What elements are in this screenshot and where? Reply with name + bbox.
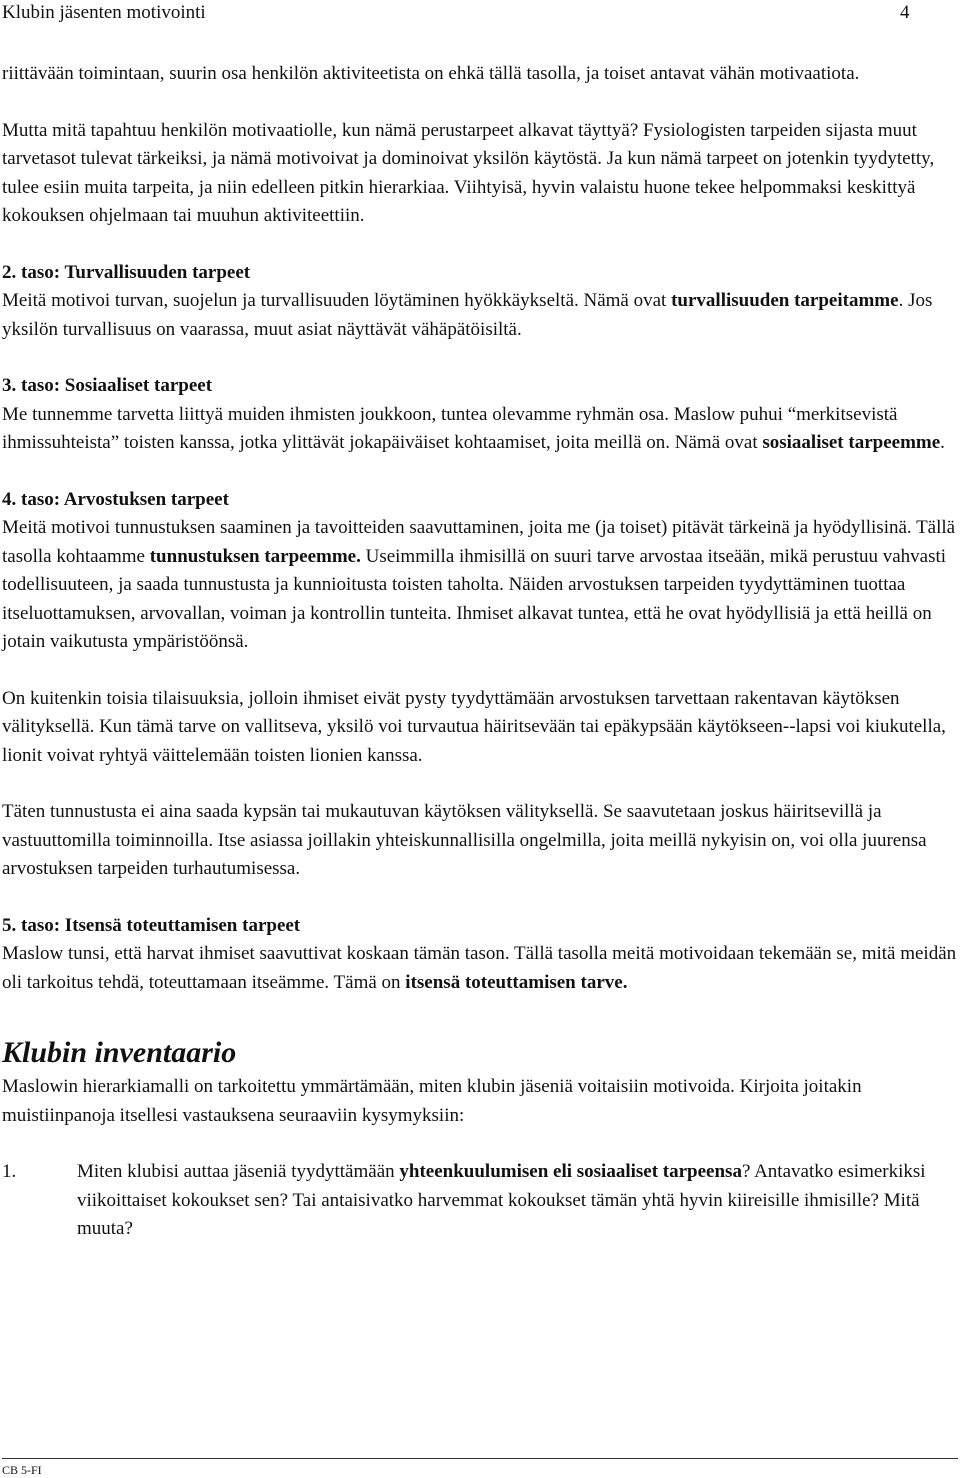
recognition-paragraph (2, 798, 957, 884)
question-text-1: Mutta mitä tapahtuu henkilön motivaatiolle, kun nämä perustarpeet alkavat täyttyä? Fysiologisten tarpeiden sijasta muut tarvetasot tulevat tärkeiksi, ja nämä motivoivat ja dominoivat yksilön käytöstä. (2, 119, 917, 169)
inventory-section (2, 1033, 957, 1244)
level4-text (2, 514, 957, 657)
level2-bold: turvallisuuden tarpeitamme (671, 290, 899, 311)
level3-bold: sosiaaliset tarpeemme (762, 432, 941, 453)
footer-code: CB 5-FI (2, 1463, 42, 1477)
item1-text-2: ? Antavatko esimerkiksi viikoittaiset kokoukset sen? Tai antaisivatko harvemmat kokoukset tämän yhtä hyvin kiireisille ihmisille? Mitä muuta? (77, 1161, 926, 1239)
question-text-2: Ja kun nämä tarpeet on jotenkin tyydytetty, tulee esiin muita tarpeita, ja niin edelleen pitkin hierarkiaa. (2, 148, 935, 198)
level5-heading: 5. taso: Itsensä toteuttamisen tarpeet (2, 914, 301, 936)
intro-paragraph (2, 60, 957, 89)
question-text-3: Viihtyisä, hyvin valaistu huone tekee helpommaksi keskittyä kokouksen ohjelmaan tai muuhun aktiviteettiin. (2, 176, 916, 226)
question-list (2, 1158, 957, 1244)
level2-text (2, 287, 957, 344)
intro-text: riittävään toimintaan, suurin osa henkilön aktiviteetista on ehkä tällä tasolla, ja toiset antavat vähän motivaatiota. (2, 63, 860, 84)
level3-text-2: . (940, 432, 945, 453)
inventory-heading: Klubin inventaario (2, 1036, 237, 1069)
inventory-intro: Maslowin hierarkiamalli on tarkoitettu ymmärtämään, miten klubin jäseniä voitaisiin motivoida. Kirjoita joitakin muistiinpanoja itsellesi vastauksena seuraaviin kysymyksiin: (2, 1076, 862, 1126)
level4-text-2: Useimmilla ihmisillä on suuri tarve arvostaa itseään, mikä perustuu vahvasti todellisuuteen, ja saada tunnustusta ja kunnioitusta toisten taholta. Näiden arvostuksen tarpeiden tyydyttäminen tuottaa itseluottamuksen, arvovallan, voiman ja kontrollin tunteita. Ihmiset alkavat tuntea, että he ovat hyödyllisiä ja että heillä on jotain vaikutusta ympäristöönsä. (2, 545, 947, 652)
page-content (2, 60, 957, 1244)
level2-heading: 2. taso: Turvallisuuden tarpeet (2, 261, 251, 283)
header-title: Klubin jäsenten motivointi (2, 2, 206, 23)
item1-bold: yhteenkuulumisen eli sosiaaliset tarpeensa (399, 1161, 742, 1182)
level4-heading: 4. taso: Arvostuksen tarpeet (2, 488, 229, 510)
footer-divider (2, 1458, 958, 1459)
level4-section (2, 486, 957, 657)
immature-behavior-text: On kuitenkin toisia tilaisuuksia, jolloin ihmiset eivät pysty tyydyttämään arvostuksen tarvettaan rakentavan käytöksen välityksellä. Kun tämä tarve on vallitseva, yksilö voi turvautua häiritsevään tai epäkypsään käytökseen--lapsi voi kiukutella, lionit voivat ryhtyä väittelemään toisten lionien kanssa. (2, 687, 946, 766)
level5-text-1: Maslow tunsi, että harvat ihmiset saavuttivat koskaan tämän tason. Tällä tasolla meitä motivoidaan tekemään se, mitä meidän oli tarkoitus tehdä, toteuttamaan itseämme. Tämä on (2, 943, 957, 993)
list-item-text (77, 1158, 957, 1244)
level3-section (2, 372, 957, 458)
level5-section (2, 912, 957, 998)
level3-heading: 3. taso: Sosiaaliset tarpeet (2, 375, 213, 396)
level5-text (2, 940, 957, 997)
item1-text-1: Miten klubisi auttaa jäseniä tyydyttämään (77, 1161, 400, 1182)
level2-text-1: Meitä motivoi turvan, suojelun ja turvallisuuden löytäminen hyökkäykseltä. Nämä ovat (2, 290, 672, 311)
list-item-number: 1. (2, 1161, 17, 1182)
immature-behavior-paragraph (2, 685, 957, 771)
level2-section (2, 259, 957, 345)
level3-text (2, 401, 957, 458)
level2-text-2: . Jos yksilön turvallisuus on vaarassa, muut asiat näyttävät vähäpätöisiltä. (2, 290, 933, 340)
level5-bold: itsensä toteuttamisen tarve. (405, 971, 628, 993)
question-paragraph (2, 117, 957, 231)
page-number: 4 (900, 2, 910, 23)
level4-bold: tunnustuksen tarpeemme. (149, 545, 361, 567)
level3-text-1: Me tunnemme tarvetta liittyä muiden ihmisten joukkoon, tuntea olevamme ryhmän osa. Maslow puhui “merkitsevistä ihmissuhteista” toisten kanssa, jotka ylittävät jokapäiväiset kohtaamiset, joita meillä on. Nämä ovat (2, 403, 898, 453)
list-item (2, 1158, 957, 1244)
recognition-text: Täten tunnustusta ei aina saada kypsän tai mukautuvan käytöksen välityksellä. Se saavutetaan joskus häiritsevillä ja vastuuttomilla toiminnoilla. Itse asiassa joillakin yhteiskunnallisilla ongelmilla, joita meillä nykyisin on, voi olla juurensa arvostuksen tarpeiden turhautumisessa. (2, 801, 927, 879)
question-text (2, 117, 957, 231)
level4-text-1: Meitä motivoi tunnustuksen saaminen ja tavoitteiden saavuttaminen, joita me (ja toiset) pitävät tärkeinä ja hyödyllisinä. Tällä tasolla kohtaamme (2, 517, 956, 567)
